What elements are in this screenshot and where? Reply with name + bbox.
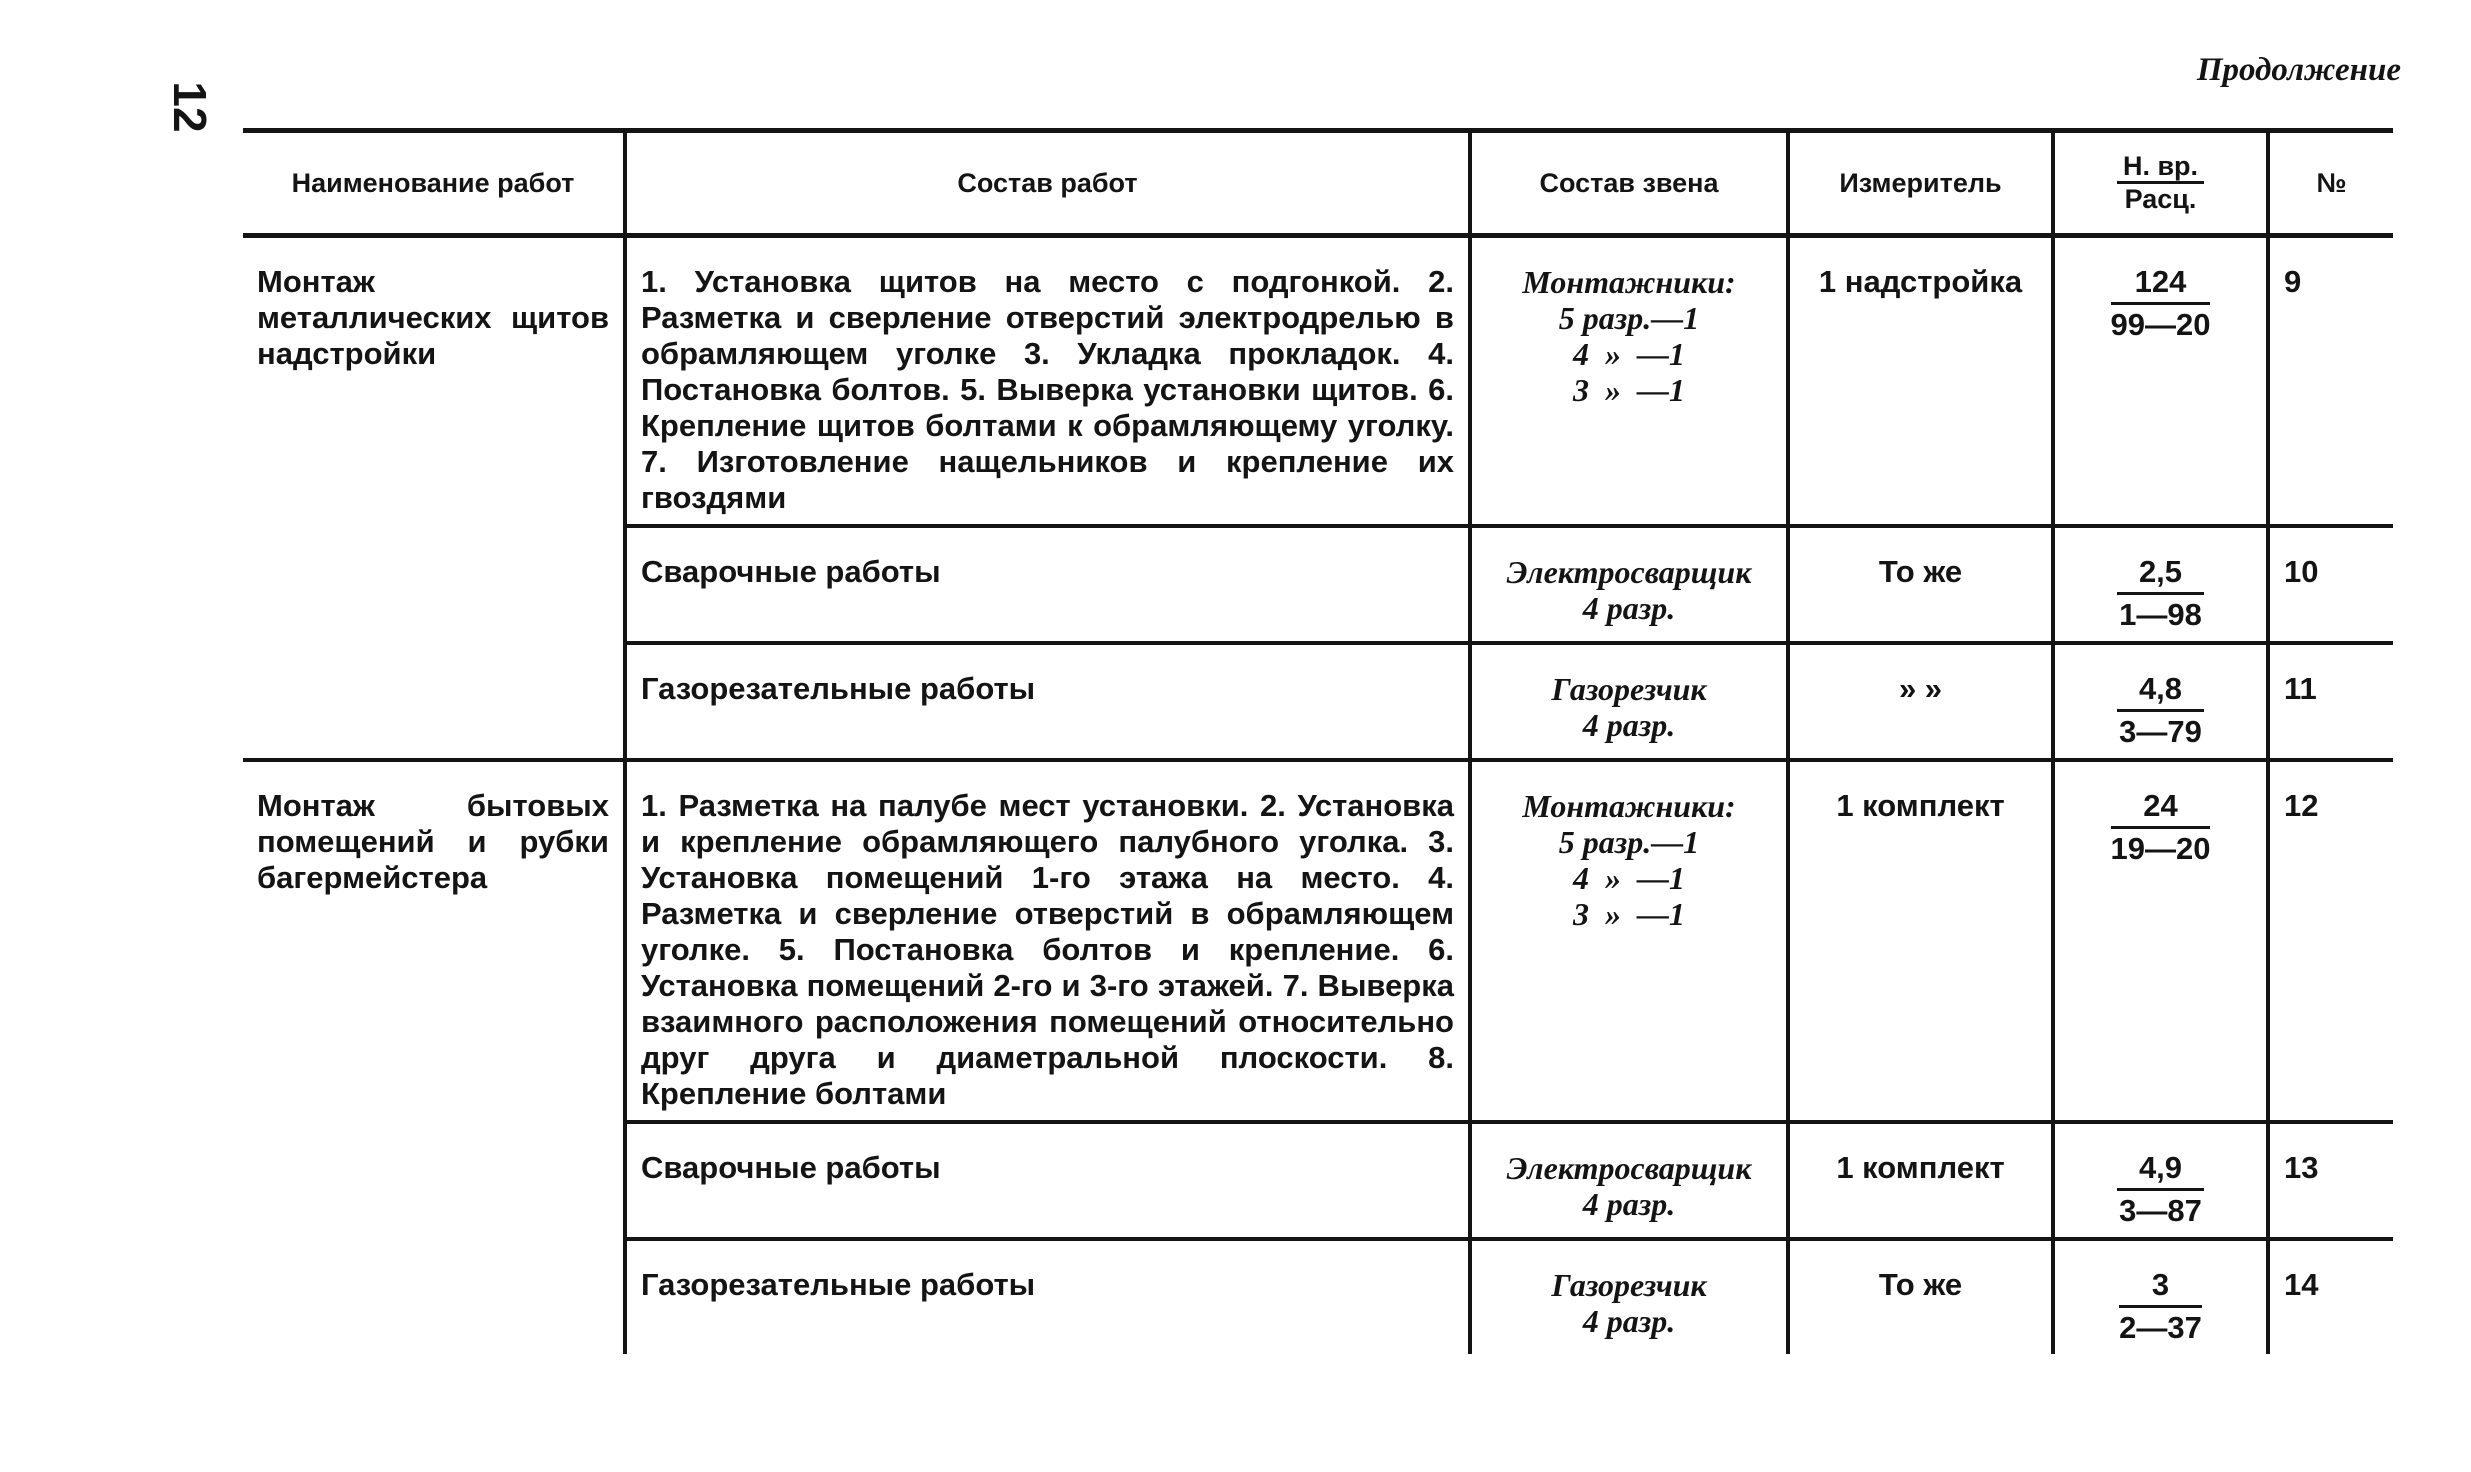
crew-line: 4 » —1 [1573,336,1685,372]
norm-time-value: 2,5 [2117,554,2204,595]
work-composition-cell: Сварочные работы [625,1122,1470,1239]
unit-cell: 1 надстройка [1788,236,2053,527]
crew-line: Газорезчик [1551,671,1707,707]
header-crew: Состав звена [1470,131,1788,236]
row-number-cell: 13 [2268,1122,2393,1239]
rate-fraction [2117,1150,2204,1229]
crew-line: 5 разр.—1 [1558,300,1700,336]
table-row [243,760,2393,1122]
rate-fraction [2117,554,2204,633]
crew-line: 4 » —1 [1573,860,1685,896]
header-rate [2053,131,2268,236]
norm-time-value: 24 [2111,788,2211,829]
row-number-cell: 10 [2268,526,2393,643]
row-number-cell: 11 [2268,643,2393,760]
unit-cell: То же [1788,526,2053,643]
work-name-cell: Монтаж бытовых помещений и рубки багермейстера [243,760,625,1354]
norm-time-value: 3 [2119,1267,2202,1308]
row-number-cell: 14 [2268,1239,2393,1354]
rate-fraction [2111,788,2211,867]
row-number-cell: 12 [2268,760,2393,1122]
header-price: Расц. [2124,184,2197,214]
crew-line: 4 разр. [1582,707,1676,743]
rate-cell [2053,760,2268,1122]
rate-cell [2053,643,2268,760]
crew-cell [1470,760,1788,1122]
work-composition-cell: Газорезательные работы [625,643,1470,760]
unit-cell: 1 комплект [1788,1122,2053,1239]
crew-line: 3 » —1 [1573,896,1685,932]
header-number: № [2268,131,2393,236]
norm-time-value: 124 [2111,264,2211,305]
work-composition-cell: Газорезательные работы [625,1239,1470,1354]
crew-line: Электросварщик [1506,1150,1752,1186]
price-value: 1—98 [2119,597,2202,632]
page-number: 12 [164,81,216,133]
continuation-label: Продолжение [2196,52,2401,88]
table-body [243,236,2393,1355]
rate-fraction [2111,264,2211,343]
unit-cell: » » [1788,643,2053,760]
crew-line: 4 разр. [1582,1186,1676,1222]
price-value: 2—37 [2119,1310,2202,1345]
price-value: 3—87 [2119,1193,2202,1228]
crew-cell [1470,526,1788,643]
crew-cell [1470,236,1788,527]
header-work-composition: Состав работ [625,131,1470,236]
table-header-row [243,131,2393,236]
rate-cell [2053,1239,2268,1354]
price-value: 19—20 [2110,831,2211,866]
rate-cell [2053,526,2268,643]
crew-line: 4 разр. [1582,590,1676,626]
rate-fraction [2119,1267,2202,1346]
norms-table [243,128,2393,1354]
crew-line: 4 разр. [1582,1303,1676,1339]
unit-cell: То же [1788,1239,2053,1354]
norm-time-value: 4,8 [2117,671,2204,712]
price-value: 99—20 [2110,307,2211,342]
rate-header-fraction [2117,151,2204,214]
rate-cell [2053,236,2268,527]
crew-cell [1470,643,1788,760]
row-number-cell: 9 [2268,236,2393,527]
crew-line: Монтажники: [1522,264,1736,300]
crew-line: Электросварщик [1506,554,1752,590]
crew-cell [1470,1239,1788,1354]
table-row [243,236,2393,527]
norm-time-value: 4,9 [2117,1150,2204,1191]
crew-cell [1470,1122,1788,1239]
header-work-name: Наименование работ [243,131,625,236]
work-composition-cell: 1. Разметка на палубе мест установки. 2. Установка и крепление обрамляющего палубного уголка. 3. Установка помещений 1-го этажа на место. 4. Разметка и сверление отверстий в обрамляющем уголке. 5. Постановка болтов и крепление. 6. Установка помещений 2-го и 3-го этажей. 7. Выверка взаимного расположения помещений относительно друг друга и диаметральной плоскости. 8. Крепление болтами [625,760,1470,1122]
work-name-cell: Монтаж металлических щитов надстройки [257,264,609,371]
crew-line: 3 » —1 [1573,372,1685,408]
work-composition-cell: 1. Установка щитов на место с подгонкой. 2. Разметка и сверление отверстий электродрелью в обрамляющем уголке 3. Укладка прокладок. 4. Постановка болтов. 5. Выверка установки щитов. 6. Крепление щитов болтами к обрамляющему уголку. 7. Изготовление нащельников и крепление их гвоздями [625,236,1470,527]
header-unit: Измеритель [1788,131,2053,236]
rate-cell [2053,1122,2268,1239]
crew-line: Газорезчик [1551,1267,1707,1303]
rate-fraction [2117,671,2204,750]
crew-line: 5 разр.—1 [1558,824,1700,860]
unit-cell: 1 комплект [1788,760,2053,1122]
work-composition-cell: Сварочные работы [625,526,1470,643]
header-norm-time: Н. вр. [2117,151,2204,184]
price-value: 3—79 [2119,714,2202,749]
crew-line: Монтажники: [1522,788,1736,824]
